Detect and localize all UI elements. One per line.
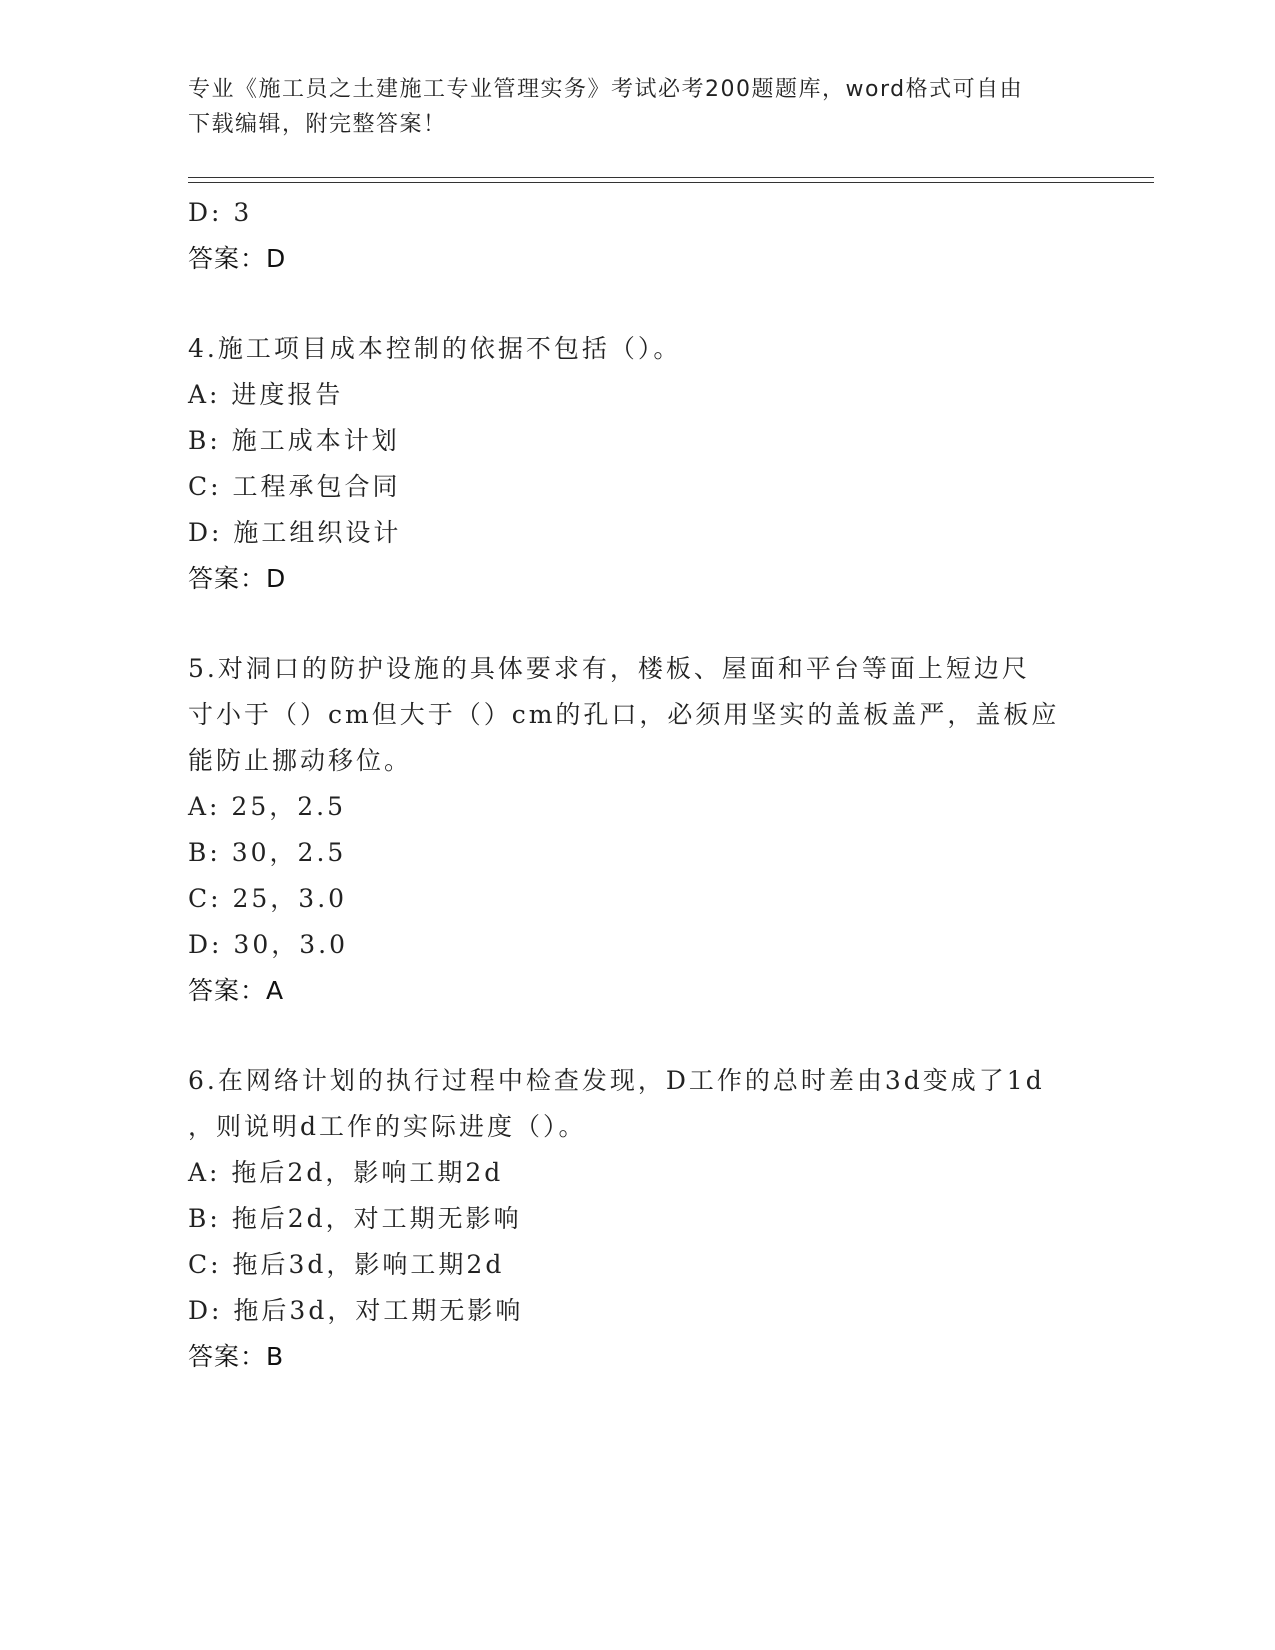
question-4-option-a: A: 进度报告 xyxy=(188,380,344,409)
question-5 xyxy=(188,646,1088,1014)
header-line-1: 专业《施工员之土建施工专业管理实务》考试必考200题题库，word格式可自由 xyxy=(188,77,1024,102)
question-5-answer: 答案：A xyxy=(188,976,285,1005)
question-6-option-a: A: 拖后2d，影响工期2d xyxy=(188,1158,504,1187)
question-5-stem-line: 寸小于（）cm但大于（）cm的孔口，必须用坚实的盖板盖严，盖板应 xyxy=(188,700,1060,729)
question-6-answer: 答案：B xyxy=(188,1342,285,1371)
question-6-stem-line: ，则说明d工作的实际进度（）。 xyxy=(188,1112,587,1141)
header-divider-top xyxy=(188,177,1154,178)
question-5-option-b: B: 30，2.5 xyxy=(188,838,347,867)
spacer xyxy=(188,1014,1088,1058)
spacer xyxy=(188,282,1088,326)
header-line-2: 下载编辑，附完整答案！ xyxy=(188,112,447,137)
prev-option-d: D: 3 xyxy=(188,198,253,227)
document-body xyxy=(188,190,1088,1380)
question-6-option-d: D: 拖后3d，对工期无影响 xyxy=(188,1296,524,1325)
question-6-stem-line: 6.在网络计划的执行过程中检查发现，D工作的总时差由3d变成了1d xyxy=(188,1066,1045,1095)
question-5-option-d: D: 30，3.0 xyxy=(188,930,348,959)
header-divider-bottom xyxy=(188,182,1154,183)
question-4-answer: 答案：D xyxy=(188,564,287,593)
question-6 xyxy=(188,1058,1088,1380)
question-4-stem: 4.施工项目成本控制的依据不包括（）。 xyxy=(188,334,682,363)
question-6-stem xyxy=(188,1058,1088,1150)
question-5-option-c: C: 25，3.0 xyxy=(188,884,348,913)
question-4-option-d: D: 施工组织设计 xyxy=(188,518,402,547)
question-6-option-b: B: 拖后2d，对工期无影响 xyxy=(188,1204,522,1233)
question-5-stem xyxy=(188,646,1088,784)
question-4-option-c: C: 工程承包合同 xyxy=(188,472,401,501)
question-5-stem-line: 5.对洞口的防护设施的具体要求有，楼板、屋面和平台等面上短边尺 xyxy=(188,654,1030,683)
question-5-option-a: A: 25，2.5 xyxy=(188,792,346,821)
question-6-option-c: C: 拖后3d，影响工期2d xyxy=(188,1250,505,1279)
document-header xyxy=(188,72,1088,142)
question-4-option-b: B: 施工成本计划 xyxy=(188,426,400,455)
question-5-stem-line: 能防止挪动移位。 xyxy=(188,746,413,775)
spacer xyxy=(188,602,1088,646)
question-4 xyxy=(188,326,1088,602)
prev-answer: 答案：D xyxy=(188,244,287,273)
